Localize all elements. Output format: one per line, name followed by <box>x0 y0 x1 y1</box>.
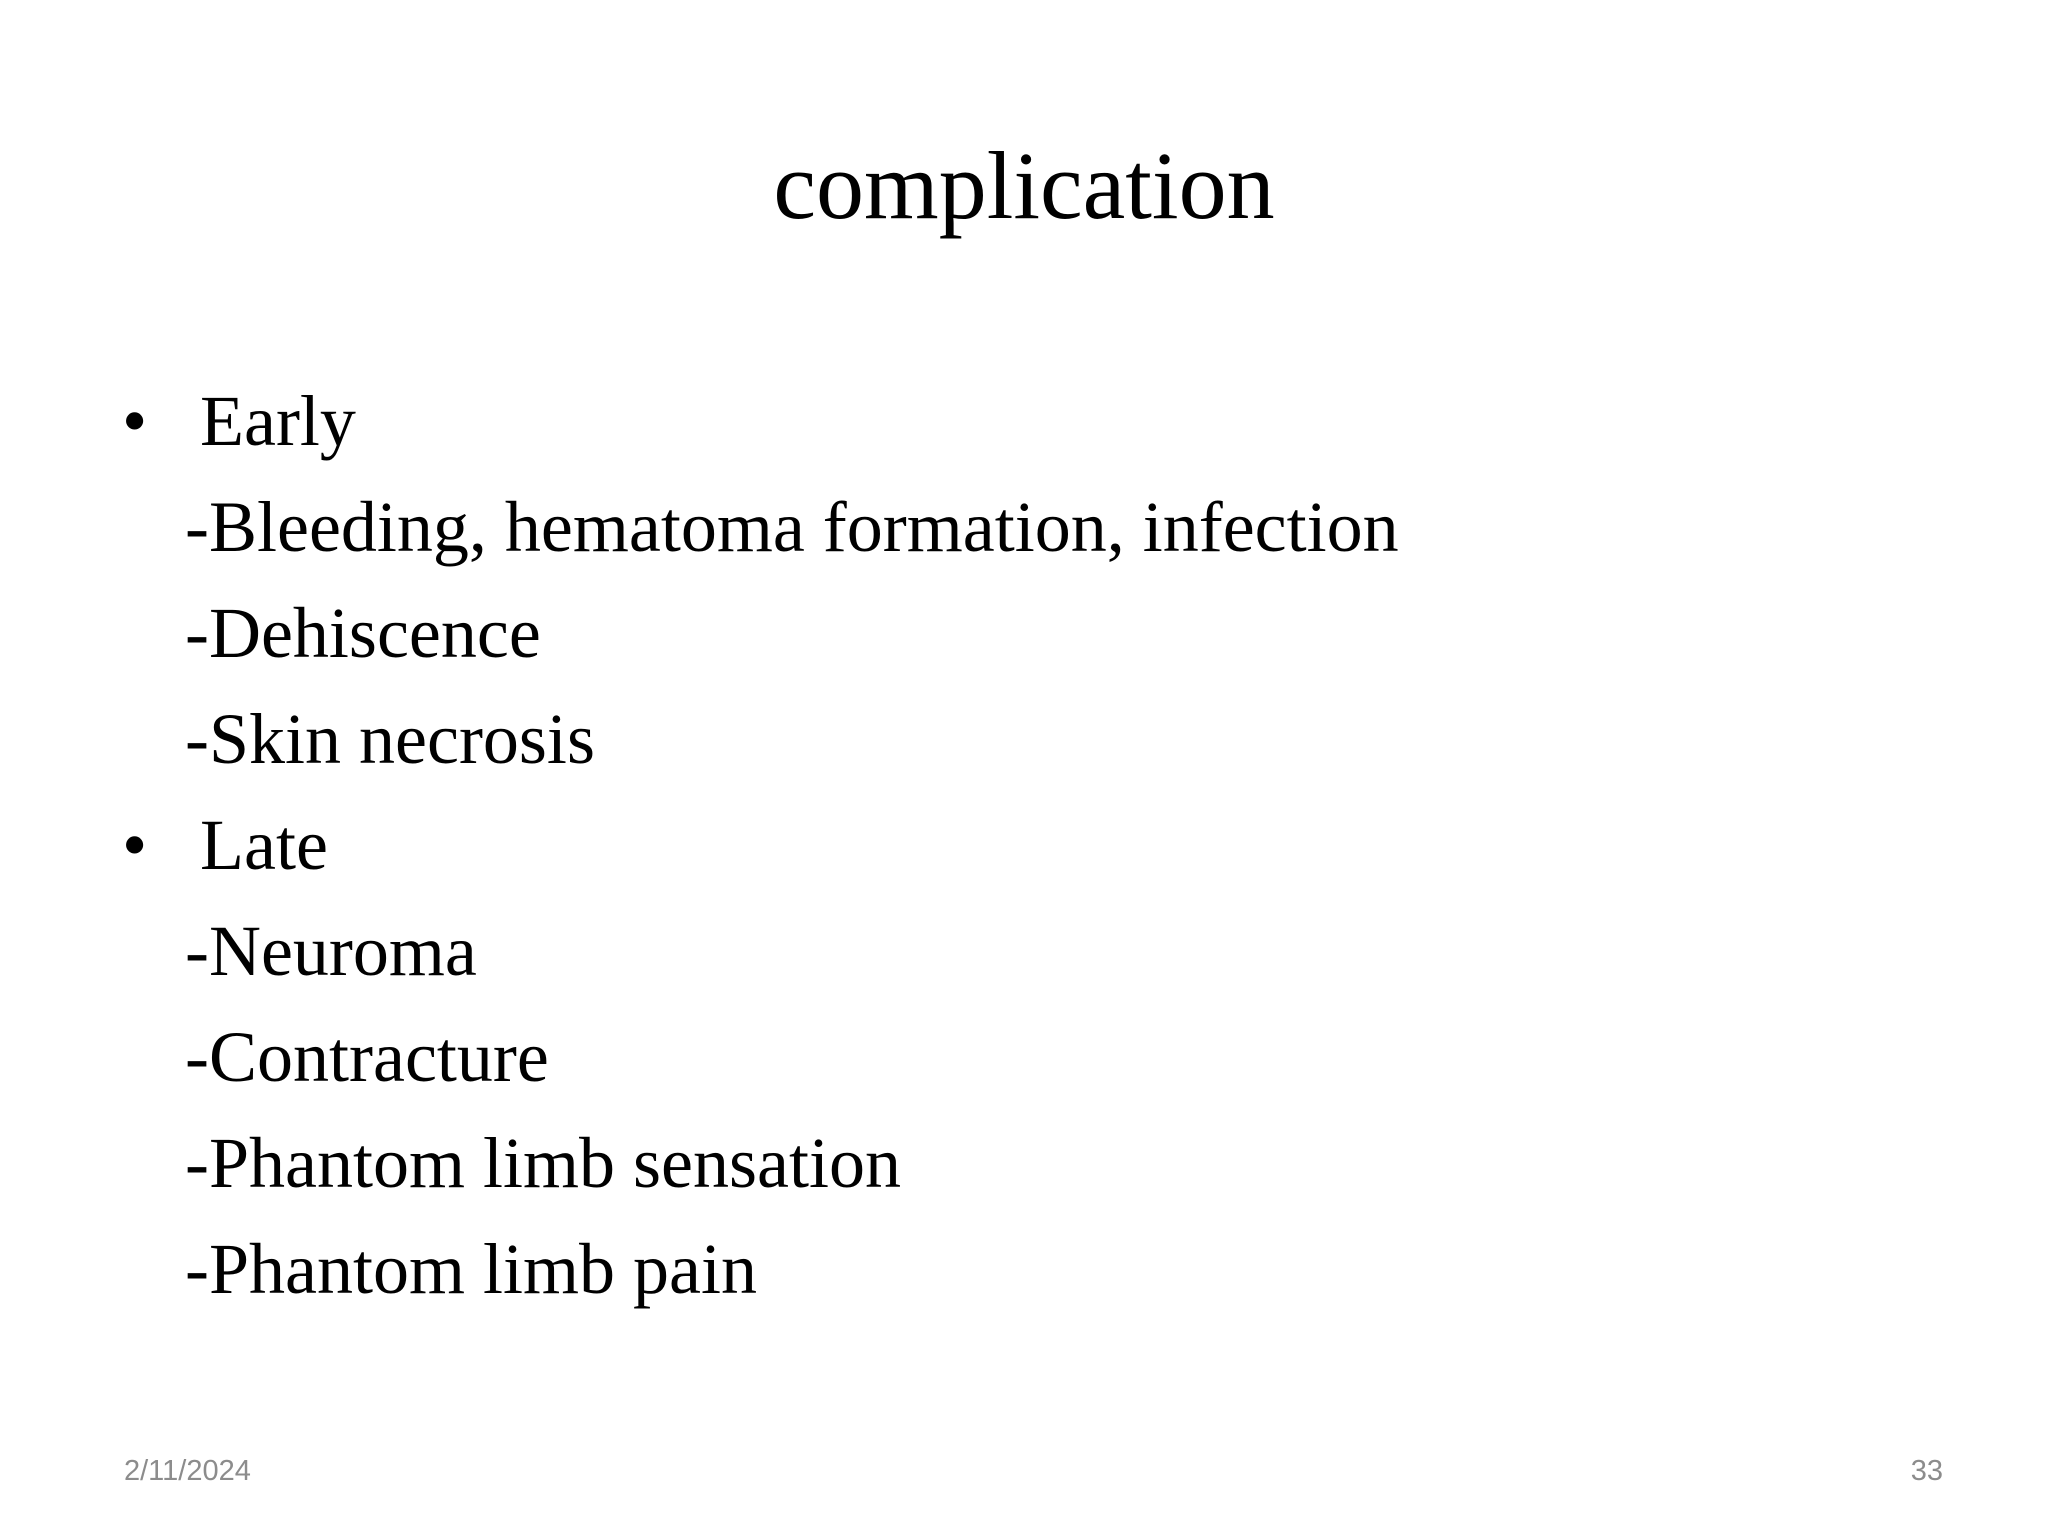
sub-item <box>122 1110 1902 1216</box>
sub-item-text: -Phantom limb pain <box>185 1229 757 1309</box>
bullet-icon: • <box>122 381 148 461</box>
bullet-item-early <box>122 368 1902 474</box>
sub-item <box>122 1216 1902 1322</box>
bullet-label: Early <box>200 381 356 461</box>
sub-item <box>122 898 1902 1004</box>
bullet-icon: • <box>122 805 148 885</box>
sub-item <box>122 686 1902 792</box>
footer-date: 2/11/2024 <box>124 1455 251 1487</box>
bullet-label: Late <box>200 805 328 885</box>
sub-item-text: -Skin necrosis <box>185 699 595 779</box>
sub-item <box>122 1004 1902 1110</box>
bullet-item-late <box>122 792 1902 898</box>
sub-item-text: -Bleeding, hematoma formation, infection <box>185 487 1399 567</box>
sub-item <box>122 474 1902 580</box>
slide-title: complication <box>773 132 1275 239</box>
slide-content <box>122 368 1902 1322</box>
footer-page-number: 33 <box>1910 1455 1943 1487</box>
sub-item-text: -Dehiscence <box>185 593 541 673</box>
sub-item-text: -Contracture <box>185 1017 549 1097</box>
sub-item-text: -Neuroma <box>185 911 477 991</box>
sub-item-text: -Phantom limb sensation <box>185 1123 901 1203</box>
sub-item <box>122 580 1902 686</box>
